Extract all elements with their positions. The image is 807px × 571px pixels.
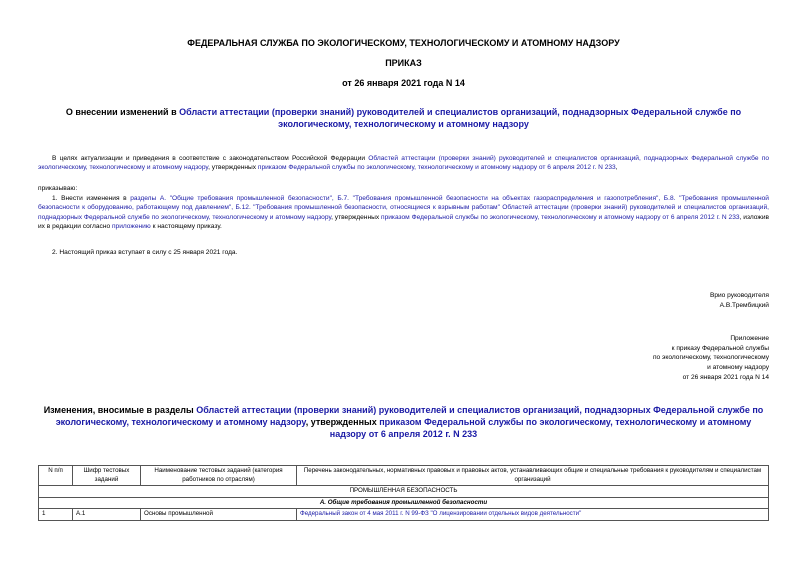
item-1-paragraph [38, 194, 769, 232]
appendix-line-1: Приложение [730, 335, 769, 342]
header-name: Наименование тестовых заданий (категория работников по отраслям) [141, 466, 297, 486]
order-date-number: от 26 января 2021 года N 14 [342, 78, 465, 88]
item1-text-3: , изложив их в редакции согласно [38, 213, 770, 231]
item1-text-2: , утвержденных [331, 213, 382, 221]
item1-link-order-233[interactable]: приказом Федеральной службы по экологическому, технологическому и атомному надзору от 6 апреля 2012 г. N 233 [381, 213, 740, 221]
row-act-link[interactable]: Федеральный закон от 4 мая 2011 г. N 99-ФЗ "О лицензировании отдельных видов деятельности" [297, 509, 769, 521]
signature-name: А.В.Трембицкий [719, 302, 769, 309]
table-subsection-row [39, 497, 769, 509]
title-link[interactable]: Области аттестации (проверки знаний) руководителей и специалистов организаций, поднадзорных Федеральной службе по экологическому, технологическому и атомному надзору [179, 107, 742, 129]
changes-title-link-areas[interactable]: Областей аттестации (проверки знаний) руководителей и специалистов организаций, поднадзорных Федеральной службе по экологическому, технологическому и атомному надзору [55, 405, 764, 427]
item1-text-1: 1. Внести изменения в [52, 195, 131, 202]
preamble-link-areas[interactable]: Областей аттестации (проверки знаний) руководителей и специалистов организаций, поднадзорных Федеральной службе по экологическому, технологическому и атомному надзору [38, 155, 769, 172]
appendix-line-4: и атомному надзору [707, 364, 769, 371]
changes-title-text-1: Изменения, вносимые в разделы [43, 405, 197, 415]
appendix-line-3: по экологическому, технологическому [652, 354, 769, 361]
title-prefix: О внесении изменений в [65, 107, 180, 117]
appendix-line-2: к приказу Федеральной службы [671, 345, 769, 352]
order-title [60, 106, 747, 130]
appendix-line-5: от 26 января 2021 года N 14 [682, 374, 769, 381]
changes-table [38, 465, 769, 521]
subsection-general-requirements: А. Общие требования промышленной безопасности [39, 497, 769, 509]
header-num: N п/п [39, 466, 73, 486]
preamble-text-2: , утвержденных [208, 164, 258, 172]
table-section-row [39, 486, 769, 498]
item1-link-appendix[interactable]: приложению [111, 223, 151, 231]
section-industrial-safety: ПРОМЫШЛЕННАЯ БЕЗОПАСНОСТЬ [39, 486, 769, 498]
changes-title-text-2: , утвержденных [305, 417, 380, 427]
preamble-link-order-233[interactable]: приказом Федеральной службы по экологическому, технологическому и атомному надзору от 6 апреля 2012 г. N 233 [257, 164, 616, 172]
changes-title [38, 404, 769, 440]
header-acts: Перечень законодательных, нормативных правовых и правовых актов, устанавливающих общие и специальные требования к руководителям и специалистам организаций [297, 466, 769, 486]
row-code: А.1 [73, 509, 141, 521]
table-header-row [39, 466, 769, 486]
table-row [39, 509, 769, 521]
signature-role: Врио руководителя [709, 292, 769, 299]
preamble-paragraph [38, 154, 769, 173]
item1-text-4: к настоящему приказу. [150, 223, 222, 231]
item-2-paragraph: 2. Настоящий приказ вступает в силу с 25 января 2021 года. [52, 249, 238, 256]
doc-type-heading: ПРИКАЗ [385, 58, 422, 68]
changes-title-link-order-233[interactable]: приказом Федеральной службы по экологическому, технологическому и атомному надзору от 6 апреля 2012 г. N 233 [329, 417, 752, 439]
row-num: 1 [39, 509, 73, 521]
preamble-text-3: , [615, 164, 618, 172]
row-name: Основы промышленной [141, 509, 297, 521]
header-code: Шифр тестовых заданий [73, 466, 141, 486]
order-word: приказываю: [38, 185, 78, 192]
agency-heading: ФЕДЕРАЛЬНАЯ СЛУЖБА ПО ЭКОЛОГИЧЕСКОМУ, ТЕХНОЛОГИЧЕСКОМУ И АТОМНОМУ НАДЗОРУ [187, 38, 620, 48]
preamble-text-1: В целях актуализации и приведения в соответствие с законодательством Российской Федерации [52, 155, 369, 162]
item1-link-sections[interactable]: разделы А. "Общие требования промышленной безопасности", Б.7. "Требования промышленной безопасности на объектах газораспределения и газопотребления", Б.8. "Требования промышленной безопасности к оборудованию, работающему под давлением", Б.12. "Требования промышленной безопасности, относящиеся к взрывным работам" Областей аттестации (проверки знаний) руководителей и специалистов организаций, поднадзорных Федеральной службе по экологическому, технологическому и атомному надзору [38, 195, 769, 221]
